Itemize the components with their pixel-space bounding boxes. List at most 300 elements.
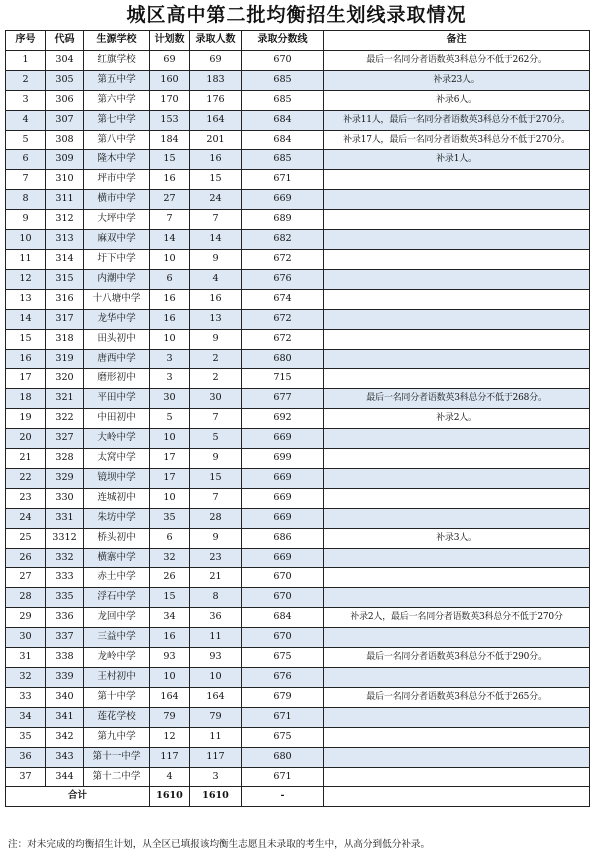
cell-plan: 93: [150, 648, 190, 668]
cell-school: 隆木中学: [84, 150, 150, 170]
cell-admitted: 2: [190, 349, 242, 369]
cell-remark: 补录2人，最后一名同分者语数英3科总分不低于270分: [324, 608, 590, 628]
cell-admitted: 7: [190, 210, 242, 230]
cell-school: 龙岭中学: [84, 648, 150, 668]
cell-school: 龙回中学: [84, 608, 150, 628]
admission-table: [5, 30, 590, 807]
cell-remark: 最后一名同分者语数英3科总分不低于268分。: [324, 389, 590, 409]
footnote: 注：对未完成的均衡招生计划，从全区已填报该均衡生志愿且未录取的考生中，从高分到低分补录。: [8, 839, 431, 850]
cell-school: 王村初中: [84, 668, 150, 688]
cell-code: 327: [46, 429, 84, 449]
cell-plan: 17: [150, 468, 190, 488]
cell-admitted: 15: [190, 170, 242, 190]
cell-plan: 32: [150, 548, 190, 568]
cell-code: 341: [46, 707, 84, 727]
cell-admitted: 16: [190, 289, 242, 309]
cell-remark: [324, 628, 590, 648]
cell-admitted: 79: [190, 707, 242, 727]
cell-index: 29: [6, 608, 46, 628]
cell-school: 朱坊中学: [84, 508, 150, 528]
cell-school: 莲花学校: [84, 707, 150, 727]
cell-remark: [324, 349, 590, 369]
cell-school: 赤土中学: [84, 568, 150, 588]
table-row: [6, 588, 590, 608]
cell-score: 676: [242, 668, 324, 688]
cell-remark: 最后一名同分者语数英3科总分不低于265分。: [324, 687, 590, 707]
cell-score: 670: [242, 50, 324, 70]
cell-remark: 补录1人。: [324, 150, 590, 170]
cell-index: 35: [6, 727, 46, 747]
cell-code: 342: [46, 727, 84, 747]
cell-score: 674: [242, 289, 324, 309]
cell-remark: [324, 508, 590, 528]
cell-admitted: 11: [190, 727, 242, 747]
cell-school: 太窝中学: [84, 449, 150, 469]
cell-score: 682: [242, 230, 324, 250]
cell-score: 676: [242, 269, 324, 289]
cell-index: 32: [6, 668, 46, 688]
cell-school: 麻双中学: [84, 230, 150, 250]
table-row: [6, 389, 590, 409]
cell-remark: 补录2人。: [324, 409, 590, 429]
column-header-score: 录取分数线: [242, 31, 324, 51]
cell-score: 669: [242, 548, 324, 568]
cell-remark: [324, 429, 590, 449]
cell-remark: [324, 210, 590, 230]
cell-plan: 6: [150, 528, 190, 548]
total-remark: [324, 787, 590, 807]
cell-index: 17: [6, 369, 46, 389]
cell-remark: [324, 568, 590, 588]
cell-school: 浮石中学: [84, 588, 150, 608]
cell-index: 10: [6, 230, 46, 250]
cell-admitted: 7: [190, 488, 242, 508]
table-row: [6, 548, 590, 568]
cell-admitted: 24: [190, 190, 242, 210]
cell-admitted: 9: [190, 528, 242, 548]
cell-admitted: 164: [190, 110, 242, 130]
cell-plan: 184: [150, 130, 190, 150]
cell-score: 679: [242, 687, 324, 707]
cell-code: 335: [46, 588, 84, 608]
cell-plan: 26: [150, 568, 190, 588]
cell-plan: 5: [150, 409, 190, 429]
cell-index: 37: [6, 767, 46, 787]
cell-code: 331: [46, 508, 84, 528]
cell-code: 329: [46, 468, 84, 488]
cell-remark: [324, 230, 590, 250]
cell-school: 第五中学: [84, 70, 150, 90]
table-row: [6, 269, 590, 289]
cell-code: 308: [46, 130, 84, 150]
cell-school: 磨形初中: [84, 369, 150, 389]
cell-index: 26: [6, 548, 46, 568]
cell-code: 320: [46, 369, 84, 389]
cell-plan: 10: [150, 429, 190, 449]
cell-plan: 153: [150, 110, 190, 130]
cell-plan: 10: [150, 488, 190, 508]
cell-admitted: 8: [190, 588, 242, 608]
cell-admitted: 28: [190, 508, 242, 528]
table-row: [6, 90, 590, 110]
cell-plan: 16: [150, 628, 190, 648]
page-title: 城区高中第二批均衡招生划线录取情况: [126, 4, 467, 26]
cell-plan: 170: [150, 90, 190, 110]
cell-remark: [324, 449, 590, 469]
cell-index: 25: [6, 528, 46, 548]
cell-school: 横市中学: [84, 190, 150, 210]
cell-plan: 164: [150, 687, 190, 707]
cell-score: 684: [242, 608, 324, 628]
cell-score: 671: [242, 170, 324, 190]
cell-admitted: 3: [190, 767, 242, 787]
cell-school: 圩下中学: [84, 249, 150, 269]
cell-admitted: 2: [190, 369, 242, 389]
cell-code: 313: [46, 230, 84, 250]
table-row: [6, 707, 590, 727]
cell-index: 4: [6, 110, 46, 130]
cell-code: 3312: [46, 528, 84, 548]
cell-code: 330: [46, 488, 84, 508]
cell-remark: 最后一名同分者语数英3科总分不低于290分。: [324, 648, 590, 668]
table-row: [6, 508, 590, 528]
cell-admitted: 9: [190, 449, 242, 469]
cell-admitted: 11: [190, 628, 242, 648]
cell-plan: 10: [150, 249, 190, 269]
column-header-remark: 备注: [324, 31, 590, 51]
cell-admitted: 176: [190, 90, 242, 110]
cell-plan: 3: [150, 349, 190, 369]
cell-remark: 补录11人，最后一名同分者语数英3科总分不低于270分。: [324, 110, 590, 130]
cell-index: 21: [6, 449, 46, 469]
table-row: [6, 568, 590, 588]
cell-index: 22: [6, 468, 46, 488]
cell-score: 715: [242, 369, 324, 389]
cell-admitted: 164: [190, 687, 242, 707]
cell-plan: 35: [150, 508, 190, 528]
cell-remark: [324, 329, 590, 349]
cell-plan: 10: [150, 329, 190, 349]
cell-remark: [324, 249, 590, 269]
table-row: [6, 190, 590, 210]
cell-admitted: 5: [190, 429, 242, 449]
cell-score: 672: [242, 249, 324, 269]
cell-school: 横寨中学: [84, 548, 150, 568]
table-row: [6, 429, 590, 449]
cell-plan: 69: [150, 50, 190, 70]
cell-school: 三益中学: [84, 628, 150, 648]
cell-score: 685: [242, 70, 324, 90]
cell-plan: 7: [150, 210, 190, 230]
cell-code: 340: [46, 687, 84, 707]
table-header-row: [6, 31, 590, 51]
cell-code: 309: [46, 150, 84, 170]
cell-admitted: 21: [190, 568, 242, 588]
cell-remark: [324, 289, 590, 309]
cell-code: 337: [46, 628, 84, 648]
cell-remark: 补录6人。: [324, 90, 590, 110]
total-score: -: [242, 787, 324, 807]
table-row: [6, 110, 590, 130]
cell-plan: 79: [150, 707, 190, 727]
cell-admitted: 7: [190, 409, 242, 429]
cell-score: 686: [242, 528, 324, 548]
cell-code: 319: [46, 349, 84, 369]
cell-admitted: 117: [190, 747, 242, 767]
cell-code: 328: [46, 449, 84, 469]
table-body: [6, 50, 590, 787]
cell-admitted: 69: [190, 50, 242, 70]
cell-school: 红旗学校: [84, 50, 150, 70]
table-row: [6, 309, 590, 329]
cell-remark: 最后一名同分者语数英3科总分不低于262分。: [324, 50, 590, 70]
cell-remark: 补录3人。: [324, 528, 590, 548]
cell-index: 8: [6, 190, 46, 210]
table-row: [6, 449, 590, 469]
cell-plan: 6: [150, 269, 190, 289]
cell-code: 315: [46, 269, 84, 289]
table-row: [6, 468, 590, 488]
cell-code: 333: [46, 568, 84, 588]
cell-plan: 117: [150, 747, 190, 767]
cell-index: 31: [6, 648, 46, 668]
cell-plan: 10: [150, 668, 190, 688]
table-row: [6, 210, 590, 230]
cell-plan: 14: [150, 230, 190, 250]
cell-score: 669: [242, 190, 324, 210]
cell-index: 9: [6, 210, 46, 230]
cell-remark: 补录17人，最后一名同分者语数英3科总分不低于270分。: [324, 130, 590, 150]
cell-score: 680: [242, 747, 324, 767]
cell-remark: 补录23人。: [324, 70, 590, 90]
cell-school: 平田中学: [84, 389, 150, 409]
cell-code: 316: [46, 289, 84, 309]
column-header-plan: 计划数: [150, 31, 190, 51]
cell-remark: [324, 707, 590, 727]
cell-score: 675: [242, 727, 324, 747]
cell-index: 34: [6, 707, 46, 727]
cell-score: 672: [242, 309, 324, 329]
table-row: [6, 369, 590, 389]
cell-code: 311: [46, 190, 84, 210]
table-row: [6, 668, 590, 688]
cell-admitted: 30: [190, 389, 242, 409]
cell-remark: [324, 488, 590, 508]
cell-code: 332: [46, 548, 84, 568]
cell-index: 19: [6, 409, 46, 429]
cell-admitted: 23: [190, 548, 242, 568]
cell-admitted: 10: [190, 668, 242, 688]
cell-admitted: 9: [190, 249, 242, 269]
cell-code: 338: [46, 648, 84, 668]
table-row: [6, 767, 590, 787]
cell-admitted: 36: [190, 608, 242, 628]
cell-remark: [324, 468, 590, 488]
cell-remark: [324, 309, 590, 329]
table-row: [6, 130, 590, 150]
cell-index: 2: [6, 70, 46, 90]
cell-score: 684: [242, 130, 324, 150]
cell-remark: [324, 767, 590, 787]
cell-plan: 16: [150, 289, 190, 309]
total-plan: 1610: [150, 787, 190, 807]
cell-remark: [324, 190, 590, 210]
table-row: [6, 648, 590, 668]
cell-score: 680: [242, 349, 324, 369]
cell-score: 685: [242, 90, 324, 110]
cell-plan: 16: [150, 170, 190, 190]
table-row: [6, 70, 590, 90]
cell-index: 27: [6, 568, 46, 588]
cell-code: 310: [46, 170, 84, 190]
cell-school: 中田初中: [84, 409, 150, 429]
cell-index: 11: [6, 249, 46, 269]
cell-school: 第十中学: [84, 687, 150, 707]
cell-index: 33: [6, 687, 46, 707]
cell-plan: 16: [150, 309, 190, 329]
cell-school: 大坪中学: [84, 210, 150, 230]
cell-score: 685: [242, 150, 324, 170]
cell-index: 12: [6, 269, 46, 289]
cell-plan: 160: [150, 70, 190, 90]
cell-code: 336: [46, 608, 84, 628]
cell-admitted: 15: [190, 468, 242, 488]
table-row: [6, 409, 590, 429]
cell-code: 304: [46, 50, 84, 70]
column-header-admitted: 录取人数: [190, 31, 242, 51]
cell-school: 桥头初中: [84, 528, 150, 548]
cell-index: 3: [6, 90, 46, 110]
cell-index: 6: [6, 150, 46, 170]
cell-remark: [324, 369, 590, 389]
cell-school: 唐西中学: [84, 349, 150, 369]
cell-code: 307: [46, 110, 84, 130]
cell-remark: [324, 548, 590, 568]
cell-index: 28: [6, 588, 46, 608]
column-header-code: 代码: [46, 31, 84, 51]
cell-school: 第八中学: [84, 130, 150, 150]
cell-code: 314: [46, 249, 84, 269]
cell-score: 671: [242, 767, 324, 787]
cell-admitted: 14: [190, 230, 242, 250]
cell-admitted: 9: [190, 329, 242, 349]
cell-score: 684: [242, 110, 324, 130]
cell-index: 24: [6, 508, 46, 528]
table-row: [6, 230, 590, 250]
cell-remark: [324, 727, 590, 747]
cell-score: 677: [242, 389, 324, 409]
cell-score: 670: [242, 588, 324, 608]
cell-school: 大岭中学: [84, 429, 150, 449]
cell-plan: 15: [150, 588, 190, 608]
cell-index: 20: [6, 429, 46, 449]
cell-index: 30: [6, 628, 46, 648]
total-row: [6, 787, 590, 807]
cell-school: 连城初中: [84, 488, 150, 508]
cell-score: 670: [242, 628, 324, 648]
cell-plan: 4: [150, 767, 190, 787]
total-admitted: 1610: [190, 787, 242, 807]
cell-school: 龙华中学: [84, 309, 150, 329]
cell-score: 675: [242, 648, 324, 668]
cell-school: 第十一中学: [84, 747, 150, 767]
table-row: [6, 249, 590, 269]
cell-admitted: 183: [190, 70, 242, 90]
cell-code: 318: [46, 329, 84, 349]
table-row: [6, 50, 590, 70]
cell-code: 305: [46, 70, 84, 90]
cell-admitted: 93: [190, 648, 242, 668]
cell-plan: 12: [150, 727, 190, 747]
cell-plan: 34: [150, 608, 190, 628]
table-row: [6, 727, 590, 747]
cell-score: 692: [242, 409, 324, 429]
cell-remark: [324, 747, 590, 767]
cell-score: 672: [242, 329, 324, 349]
table-row: [6, 747, 590, 767]
table-row: [6, 687, 590, 707]
cell-score: 669: [242, 429, 324, 449]
cell-school: 第六中学: [84, 90, 150, 110]
cell-remark: [324, 588, 590, 608]
cell-admitted: 13: [190, 309, 242, 329]
cell-index: 13: [6, 289, 46, 309]
cell-plan: 27: [150, 190, 190, 210]
cell-plan: 17: [150, 449, 190, 469]
cell-score: 699: [242, 449, 324, 469]
cell-score: 670: [242, 568, 324, 588]
cell-score: 669: [242, 488, 324, 508]
cell-school: 第九中学: [84, 727, 150, 747]
cell-plan: 15: [150, 150, 190, 170]
cell-code: 339: [46, 668, 84, 688]
table-row: [6, 289, 590, 309]
cell-remark: [324, 668, 590, 688]
table-row: [6, 349, 590, 369]
cell-remark: [324, 170, 590, 190]
cell-index: 18: [6, 389, 46, 409]
cell-code: 317: [46, 309, 84, 329]
cell-code: 306: [46, 90, 84, 110]
table-row: [6, 608, 590, 628]
cell-code: 322: [46, 409, 84, 429]
cell-index: 7: [6, 170, 46, 190]
column-header-index: 序号: [6, 31, 46, 51]
cell-code: 343: [46, 747, 84, 767]
table-row: [6, 528, 590, 548]
table-row: [6, 628, 590, 648]
cell-code: 344: [46, 767, 84, 787]
cell-admitted: 16: [190, 150, 242, 170]
cell-admitted: 4: [190, 269, 242, 289]
column-header-school: 生源学校: [84, 31, 150, 51]
cell-score: 669: [242, 508, 324, 528]
cell-index: 5: [6, 130, 46, 150]
cell-index: 14: [6, 309, 46, 329]
cell-index: 36: [6, 747, 46, 767]
table-row: [6, 488, 590, 508]
cell-plan: 30: [150, 389, 190, 409]
cell-index: 15: [6, 329, 46, 349]
table-row: [6, 170, 590, 190]
cell-code: 321: [46, 389, 84, 409]
cell-index: 16: [6, 349, 46, 369]
cell-school: 田头初中: [84, 329, 150, 349]
total-label: 合计: [6, 787, 150, 807]
cell-remark: [324, 269, 590, 289]
cell-score: 671: [242, 707, 324, 727]
cell-index: 23: [6, 488, 46, 508]
